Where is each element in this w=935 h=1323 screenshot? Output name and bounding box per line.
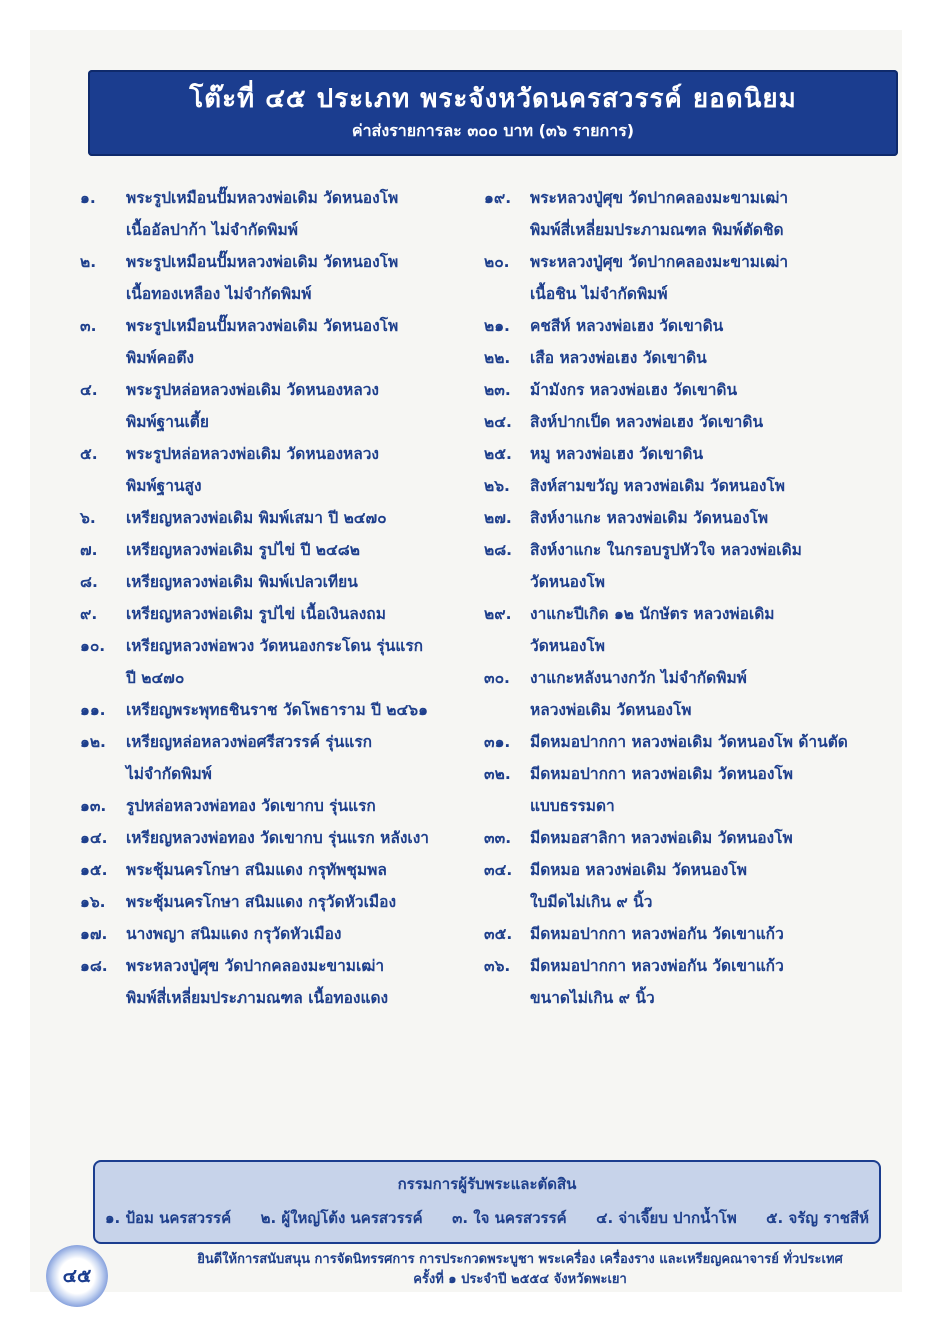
- list-item: [80, 534, 480, 566]
- item-number: ๙.: [80, 605, 98, 623]
- list-item: [80, 726, 480, 790]
- committee-member: ๓. ใจ นครสวรรค์: [452, 1209, 567, 1227]
- item-text: [530, 342, 894, 374]
- item-line: งาแกะปีเกิด ๑๒ นักษัตร หลวงพ่อเดิม: [530, 605, 775, 623]
- list-item: [484, 438, 894, 470]
- page-title: โต๊ะที่ ๔๕ ประเภท พระจังหวัดนครสวรรค์ ยอดนิยม: [189, 84, 797, 114]
- item-line: พิมพ์สี่เหลี่ยมประภามณฑล เนื้อทองแดง: [126, 989, 389, 1007]
- item-number: ๒๗.: [484, 509, 512, 527]
- item-line: มีดหมอปากกา หลวงพ่อกัน วัดเขาแก้ว: [530, 925, 784, 943]
- item-number: ๒๙.: [484, 605, 512, 623]
- item-number: ๓๓.: [484, 829, 512, 847]
- list-item: [484, 662, 894, 726]
- item-number: ๓๒.: [484, 765, 511, 783]
- item-number: ๓๐.: [484, 669, 510, 687]
- page-number: ๔๕: [62, 1265, 92, 1287]
- item-line: ใบมีดไม่เกิน ๙ นิ้ว: [530, 893, 653, 911]
- item-text: [530, 918, 894, 950]
- item-text: [530, 854, 894, 918]
- item-line: เหรียญหลวงพ่อทอง วัดเขากบ รุ่นแรก หลังเงา: [126, 829, 429, 847]
- list-item: [484, 918, 894, 950]
- item-number: ๑๙.: [484, 189, 512, 207]
- footer-line: ครั้งที่ ๑ ประจำปี ๒๕๕๔ จังหวัดพะเยา: [413, 1272, 627, 1287]
- item-line: เนื้ออัลปาก้า ไม่จำกัดพิมพ์: [126, 221, 298, 239]
- item-line: พิมพ์คอตึง: [126, 349, 194, 367]
- item-number: ๒.: [80, 253, 97, 271]
- item-line: เหรียญหลวงพ่อเดิม พิมพ์เสมา ปี ๒๔๗๐: [126, 509, 387, 527]
- item-number: ๒๐.: [484, 253, 510, 271]
- item-text: [126, 598, 480, 630]
- item-number: ๓๔.: [484, 861, 513, 879]
- item-list-left: [80, 182, 480, 1014]
- item-number: ๑๓.: [80, 797, 107, 815]
- list-item: [484, 598, 894, 662]
- item-text: [530, 534, 894, 598]
- item-line: พิมพ์ฐานเตี้ย: [126, 413, 209, 431]
- item-text: [126, 694, 480, 726]
- item-number: ๓๕.: [484, 925, 513, 943]
- list-item: [484, 534, 894, 598]
- item-line: พิมพ์สี่เหลี่ยมประภามณฑล พิมพ์ตัดชิด: [530, 221, 784, 239]
- item-line: ปี ๒๔๗๐: [126, 669, 185, 687]
- item-number: ๓๖.: [484, 957, 511, 975]
- item-text: [126, 790, 480, 822]
- item-line: สิงห์งาแกะ ในกรอบรูปหัวใจ หลวงพ่อเดิม: [530, 541, 802, 559]
- item-text: [530, 950, 894, 1014]
- item-text: [530, 310, 894, 342]
- committee-member: ๔. จ่าเจี๊ยบ ปากน้ำโพ: [596, 1209, 737, 1227]
- item-line: แบบธรรมดา: [530, 797, 615, 815]
- item-number: ๑๘.: [80, 957, 108, 975]
- item-number: ๓.: [80, 317, 97, 335]
- item-line: คชสีห์ หลวงพ่อเฮง วัดเขาดิน: [530, 317, 724, 335]
- item-line: เสือ หลวงพ่อเฮง วัดเขาดิน: [530, 349, 707, 367]
- item-line: รูปหล่อหลวงพ่อทอง วัดเขากบ รุ่นแรก: [126, 797, 376, 815]
- item-text: [530, 182, 894, 246]
- list-item: [80, 566, 480, 598]
- item-line: สิงห์ปากเป็ด หลวงพ่อเฮง วัดเขาดิน: [530, 413, 764, 431]
- item-line: ม้ามังกร หลวงพ่อเฮง วัดเขาดิน: [530, 381, 738, 399]
- item-text: [530, 374, 894, 406]
- list-item: [484, 822, 894, 854]
- footer-line: ยินดีให้การสนับสนุน การจัดนิทรรศการ การประกวดพระบูชา พระเครื่อง เครื่องราง และเหรียญคณาจารย์ ทั่วประเทศ: [197, 1252, 843, 1267]
- item-number: ๒๔.: [484, 413, 512, 431]
- item-line: พระหลวงปู่ศุข วัดปากคลองมะขามเฒ่า: [530, 189, 789, 207]
- item-text: [530, 662, 894, 726]
- item-number: ๑๕.: [80, 861, 108, 879]
- item-text: [530, 822, 894, 854]
- item-text: [126, 502, 480, 534]
- item-line: พระหลวงปู่ศุข วัดปากคลองมะขามเฒ่า: [126, 957, 385, 975]
- list-item: [80, 630, 480, 694]
- list-item: [484, 406, 894, 438]
- item-text: [126, 822, 480, 854]
- list-item: [80, 854, 480, 886]
- committee-member: ๕. จรัญ ราชสีห์: [766, 1209, 869, 1227]
- item-line: พระรูปเหมือนปั๊มหลวงพ่อเดิม วัดหนองโพ: [126, 317, 399, 335]
- item-number: ๑๐.: [80, 637, 106, 655]
- list-item: [80, 374, 480, 438]
- item-text: [126, 854, 480, 886]
- item-text: [126, 438, 480, 502]
- table-header-banner: [88, 70, 898, 156]
- item-text: [126, 918, 480, 950]
- item-text: [126, 950, 480, 1014]
- item-text: [126, 726, 480, 790]
- item-text: [530, 406, 894, 438]
- page-number-badge: [46, 1245, 108, 1307]
- item-line: พระชุ้มนครโกษา สนิมแดง กรุวัดหัวเมือง: [126, 893, 397, 911]
- item-number: ๒๖.: [484, 477, 510, 495]
- item-line: สิงห์สามขวัญ หลวงพ่อเดิม วัดหนองโพ: [530, 477, 786, 495]
- list-item: [80, 310, 480, 374]
- list-item: [80, 694, 480, 726]
- item-text: [126, 246, 480, 310]
- item-number: ๒๘.: [484, 541, 513, 559]
- item-number: ๔.: [80, 381, 98, 399]
- list-item: [80, 438, 480, 502]
- item-line: มีดหมอ หลวงพ่อเดิม วัดหนองโพ: [530, 861, 747, 879]
- item-line: เหรียญหลวงพ่อเดิม รูปไข่ ปี ๒๔๘๒: [126, 541, 360, 559]
- item-line: ไม่จำกัดพิมพ์: [126, 765, 212, 783]
- item-text: [530, 438, 894, 470]
- item-line: หมู หลวงพ่อเฮง วัดเขาดิน: [530, 445, 704, 463]
- item-line: ขนาดไม่เกิน ๙ นิ้ว: [530, 989, 655, 1007]
- item-text: [126, 374, 480, 438]
- item-number: ๒๕.: [484, 445, 512, 463]
- item-line: เนื้อชิน ไม่จำกัดพิมพ์: [530, 285, 668, 303]
- list-item: [80, 246, 480, 310]
- item-line: หลวงพ่อเดิม วัดหนองโพ: [530, 701, 692, 719]
- item-text: [530, 758, 894, 822]
- item-number: ๕.: [80, 445, 98, 463]
- item-list-right: [484, 182, 894, 1014]
- list-item: [484, 758, 894, 822]
- item-line: มีดหมอสาลิกา หลวงพ่อเดิม วัดหนองโพ: [530, 829, 793, 847]
- item-text: [126, 182, 480, 246]
- item-number: ๑๑.: [80, 701, 106, 719]
- item-text: [126, 566, 480, 598]
- item-line: นางพญา สนิมแดง กรุวัดหัวเมือง: [126, 925, 342, 943]
- list-item: [80, 182, 480, 246]
- item-line: พระรูปหล่อหลวงพ่อเดิม วัดหนองหลวง: [126, 445, 379, 463]
- list-item: [80, 598, 480, 630]
- item-line: พระรูปหล่อหลวงพ่อเดิม วัดหนองหลวง: [126, 381, 379, 399]
- item-line: สิงห์งาแกะ หลวงพ่อเดิม วัดหนองโพ: [530, 509, 769, 527]
- item-line: เหรียญหลวงพ่อเดิม รูปไข่ เนื้อเงินลงถม: [126, 605, 386, 623]
- item-line: พระหลวงปู่ศุข วัดปากคลองมะขามเฒ่า: [530, 253, 789, 271]
- committee-member: ๑. ป้อม นครสวรรค์: [105, 1209, 232, 1227]
- list-item: [484, 246, 894, 310]
- item-number: ๓๑.: [484, 733, 511, 751]
- item-line: เหรียญหล่อหลวงพ่อศรีสวรรค์ รุ่นแรก: [126, 733, 373, 751]
- item-number: ๑๖.: [80, 893, 106, 911]
- item-number: ๗.: [80, 541, 98, 559]
- item-text: [126, 886, 480, 918]
- list-item: [484, 342, 894, 374]
- item-line: งาแกะหลังนางกวัก ไม่จำกัดพิมพ์: [530, 669, 747, 687]
- list-item: [80, 950, 480, 1014]
- item-number: ๑๒.: [80, 733, 106, 751]
- committee-members: [95, 1206, 879, 1230]
- item-number: ๒๑.: [484, 317, 510, 335]
- list-item: [80, 886, 480, 918]
- item-text: [126, 310, 480, 374]
- item-line: มีดหมอปากกา หลวงพ่อกัน วัดเขาแก้ว: [530, 957, 784, 975]
- item-line: พระรูปเหมือนปั๊มหลวงพ่อเดิม วัดหนองโพ: [126, 253, 399, 271]
- list-item: [484, 310, 894, 342]
- item-text: [530, 726, 894, 758]
- list-item: [484, 950, 894, 1014]
- item-line: วัดหนองโพ: [530, 637, 606, 655]
- item-text: [530, 246, 894, 310]
- item-number: ๘.: [80, 573, 98, 591]
- list-item: [484, 470, 894, 502]
- item-number: ๑.: [80, 189, 96, 207]
- item-line: พิมพ์ฐานสูง: [126, 477, 202, 495]
- committee-box: [93, 1160, 881, 1244]
- list-item: [484, 182, 894, 246]
- list-item: [80, 822, 480, 854]
- item-number: ๑๗.: [80, 925, 108, 943]
- item-text: [126, 630, 480, 694]
- item-line: วัดหนองโพ: [530, 573, 606, 591]
- item-text: [530, 598, 894, 662]
- item-line: มีดหมอปากกา หลวงพ่อเดิม วัดหนองโพ ด้านตัด: [530, 733, 848, 751]
- list-item: [484, 502, 894, 534]
- item-number: ๒๒.: [484, 349, 511, 367]
- list-item: [484, 854, 894, 918]
- list-item: [80, 918, 480, 950]
- item-line: พระชุ้มนครโกษา สนิมแดง กรุทัพชุมพล: [126, 861, 387, 879]
- item-text: [126, 534, 480, 566]
- item-text: [530, 470, 894, 502]
- committee-member: ๒. ผู้ใหญ่โต้ง นครสวรรค์: [260, 1209, 423, 1227]
- item-text: [530, 502, 894, 534]
- item-number: ๒๓.: [484, 381, 511, 399]
- item-line: เนื้อทองเหลือง ไม่จำกัดพิมพ์: [126, 285, 312, 303]
- item-line: พระรูปเหมือนปั๊มหลวงพ่อเดิม วัดหนองโพ: [126, 189, 399, 207]
- list-item: [484, 726, 894, 758]
- item-number: ๑๔.: [80, 829, 108, 847]
- list-item: [484, 374, 894, 406]
- page-subtitle: ค่าส่งรายการละ ๓๐๐ บาท (๓๖ รายการ): [351, 121, 635, 140]
- item-line: เหรียญพระพุทธชินราช วัดโพธาราม ปี ๒๔๖๑: [126, 701, 428, 719]
- item-line: เหรียญหลวงพ่อพวง วัดหนองกระโดน รุ่นแรก: [126, 637, 424, 655]
- committee-title: กรรมการผู้รับพระและตัดสิน: [397, 1175, 577, 1193]
- list-item: [80, 790, 480, 822]
- item-line: เหรียญหลวงพ่อเดิม พิมพ์เปลวเทียน: [126, 573, 358, 591]
- list-item: [80, 502, 480, 534]
- item-line: มีดหมอปากกา หลวงพ่อเดิม วัดหนองโพ: [530, 765, 793, 783]
- item-number: ๖.: [80, 509, 96, 527]
